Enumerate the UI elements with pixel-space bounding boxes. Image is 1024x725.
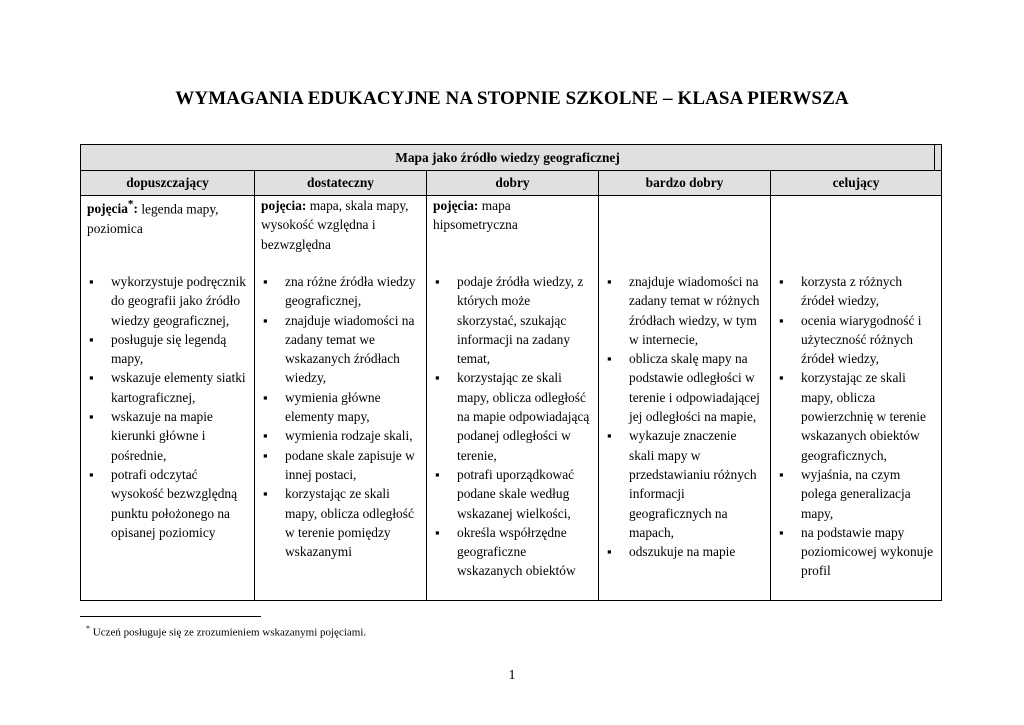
requirements-list: [87, 272, 249, 542]
requirements-table: [80, 144, 942, 601]
grade-level-3: dobry: [427, 171, 599, 196]
requirement-item: ▪ wymienia rodzaje skali,: [261, 426, 421, 445]
concept-label: pojęcia:: [261, 198, 307, 213]
requirement-item: ▪ wskazuje elementy siatki kartograficznej,: [87, 368, 249, 407]
requirement-item: ▪ na podstawie mapy poziomicowej wykonuje profil: [777, 523, 936, 581]
concepts-cell: [605, 196, 765, 272]
requirement-item: ▪ wykorzystuje podręcznik do geografii jako źródło wiedzy geograficznej,: [87, 272, 249, 330]
concepts-cell: [87, 196, 249, 272]
footnote-ref: *: [127, 199, 134, 211]
requirement-item: ▪ posługuje się legendą mapy,: [87, 330, 249, 369]
grade-levels-row: [81, 171, 942, 196]
section-title: Mapa jako źródło wiedzy geograficznej: [81, 145, 935, 170]
requirement-item: ▪ znajduje wiadomości na zadany temat we wskazanych źródłach wiedzy,: [261, 311, 421, 388]
footnote-text: Uczeń posługuje się ze zrozumieniem wskazanymi pojęciami.: [92, 626, 367, 639]
column-5: [771, 196, 942, 601]
footnote-marker: *: [86, 624, 90, 633]
requirements-list: [777, 272, 936, 581]
grade-level-1: dopuszczający: [81, 171, 255, 196]
requirements-list: [433, 272, 593, 581]
concept-text: mapa hipsometryczna: [433, 198, 518, 233]
requirements-row: [81, 196, 942, 601]
requirement-item: ▪ potrafi uporządkować podane skale według wskazanej wielkości,: [433, 465, 593, 523]
column-1: [81, 196, 255, 601]
requirement-item: ▪ wymienia główne elementy mapy,: [261, 388, 421, 427]
section-header-row: [81, 145, 942, 171]
requirement-item: ▪ oblicza skalę mapy na podstawie odległości w terenie i odpowiadającej jej odległości na mapie,: [605, 349, 765, 426]
document-title: WYMAGANIA EDUKACYJNE NA STOPNIE SZKOLNE – KLASA PIERWSZA: [175, 88, 849, 109]
requirement-item: ▪ podaje źródła wiedzy, z których może skorzystać, szukając informacji na zadany temat,: [433, 272, 593, 368]
requirement-item: ▪ odszukuje na mapie: [605, 542, 765, 561]
requirement-item: ▪ korzystając ze skali mapy, oblicza powierzchnię w terenie wskazanych obiektów geograficznych,: [777, 368, 936, 464]
concepts-cell: [261, 196, 421, 272]
requirement-item: ▪ wskazuje na mapie kierunki główne i pośrednie,: [87, 407, 249, 465]
column-4: [599, 196, 771, 601]
requirement-item: ▪ ocenia wiarygodność i użyteczność różnych źródeł wiedzy,: [777, 311, 936, 369]
concept-label: pojęcia*:: [87, 199, 138, 217]
requirement-item: ▪ zna różne źródła wiedzy geograficznej,: [261, 272, 421, 311]
concepts-cell: [433, 196, 593, 272]
requirement-item: ▪ korzysta z różnych źródeł wiedzy,: [777, 272, 936, 311]
requirement-item: ▪ podane skale zapisuje w innej postaci,: [261, 446, 421, 485]
requirement-item: ▪ potrafi odczytać wysokość bezwzględną punktu położonego na opisanej poziomicy: [87, 465, 249, 542]
footnote-separator: [80, 616, 261, 617]
footnote: [86, 624, 366, 639]
column-3: [427, 196, 599, 601]
grade-level-4: bardzo dobry: [599, 171, 771, 196]
concept-label: pojęcia:: [433, 198, 479, 213]
concepts-cell: [777, 196, 936, 272]
requirement-item: ▪ korzystając ze skali mapy, oblicza odległość w terenie pomiędzy wskazanymi: [261, 484, 421, 561]
column-2: [255, 196, 427, 601]
requirement-item: ▪ wykazuje znaczenie skali mapy w przedstawianiu różnych informacji geograficznych na mapach,: [605, 426, 765, 542]
requirements-list: [605, 272, 765, 561]
requirement-item: ▪ korzystając ze skali mapy, oblicza odległość na mapie odpowiadającą podanej odległości w terenie,: [433, 368, 593, 464]
requirement-item: ▪ znajduje wiadomości na zadany temat w różnych źródłach wiedzy, w tym w internecie,: [605, 272, 765, 349]
requirement-item: ▪ wyjaśnia, na czym polega generalizacja mapy,: [777, 465, 936, 523]
requirement-item: ▪ określa współrzędne geograficzne wskazanych obiektów: [433, 523, 593, 581]
grade-level-5: celujący: [771, 171, 942, 196]
concept-text: mapa, skala mapy, wysokość względna i bezwzględna: [261, 198, 409, 252]
requirements-list: [261, 272, 421, 561]
concept-text: legenda mapy, poziomica: [87, 201, 219, 236]
page-number: 1: [508, 668, 516, 683]
grade-level-2: dostateczny: [255, 171, 427, 196]
